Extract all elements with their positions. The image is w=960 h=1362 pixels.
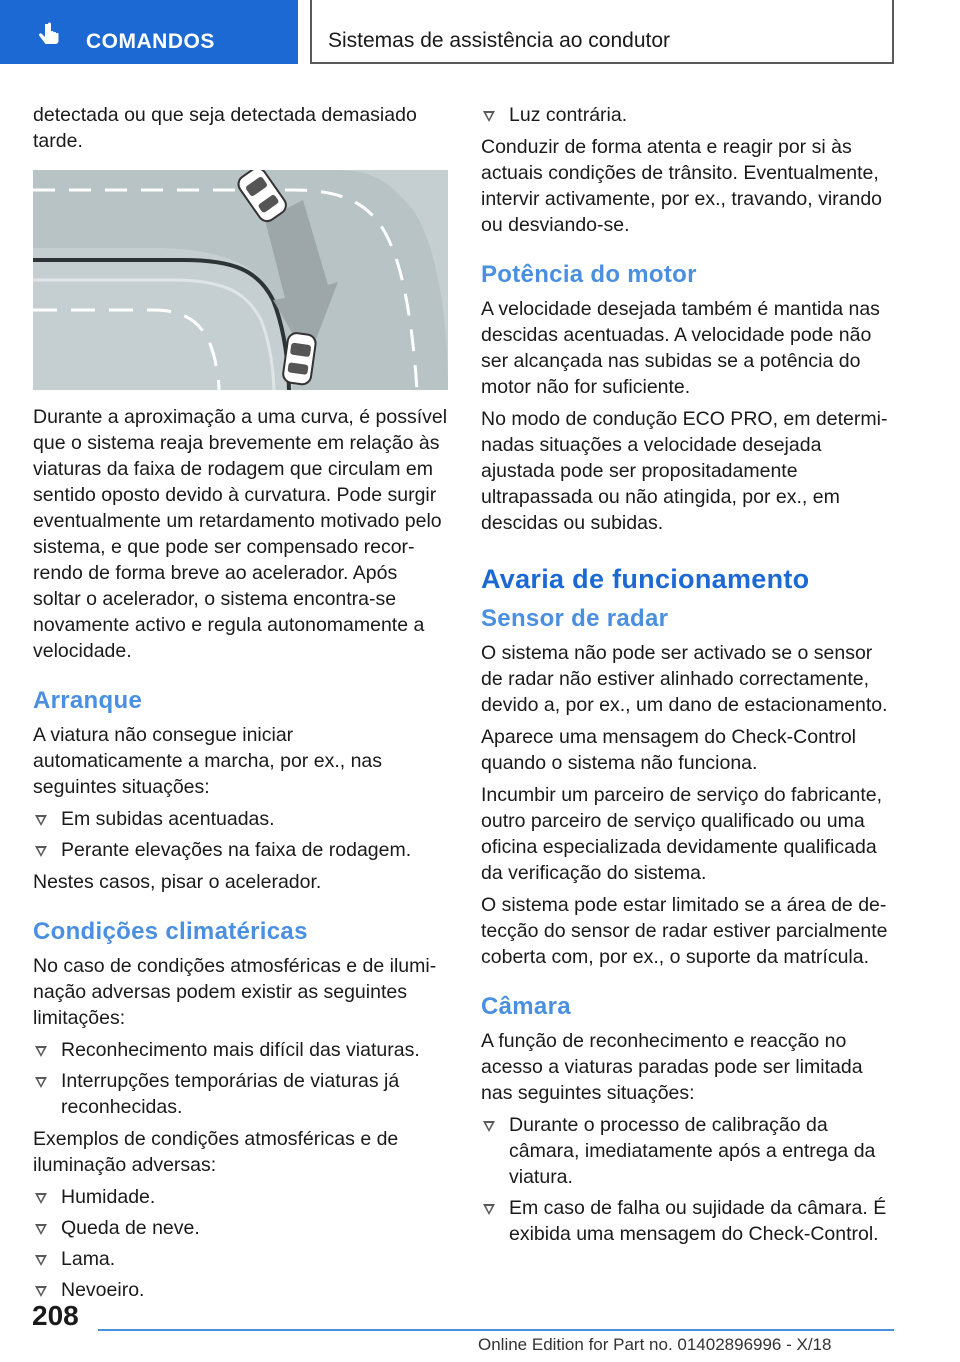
triangle-bullet-icon <box>35 1255 47 1266</box>
curve-paragraph: Durante a aproximação a uma curva, é possível que o sistema reaja brevemente em relação às viaturas da faixa de rodagem que circulam em sentido oposto devido à curvatura. Pode surgir eventualmente um retardamento motivado pelo sistema, e que pode ser compensado recorrendo de forma breve ao acelerador. Após soltar o acelerador, o sistema encontra-se novamente activo e regula autonomamente a velocidade. <box>33 406 448 662</box>
potencia-heading: Potência do motor <box>481 261 697 288</box>
triangle-bullet-icon <box>35 1077 47 1088</box>
camara-paragraph: A função de reconhecimento e reacção no acesso a viaturas paradas pode ser limitada nas seguintes situações: <box>481 1030 863 1104</box>
radar-heading: Sensor de radar <box>481 605 669 632</box>
list-item: Lama. <box>33 1246 448 1272</box>
list-item: Reconhecimento mais difícil das viaturas. <box>33 1037 448 1063</box>
examples-list <box>33 1184 448 1303</box>
radar-paragraph-2: Aparece uma mensagem do Check-Control quando o sistema não funciona. <box>481 726 857 774</box>
radar-paragraph-4: O sistema pode estar limitado se a área de detecção do sensor de radar estiver parcialmente coberta com, por ex., o suporte da matrícula. <box>481 894 888 968</box>
triangle-bullet-icon <box>35 815 47 826</box>
triangle-bullet-icon <box>35 1286 47 1297</box>
list-item: Em subidas acentuadas. <box>33 806 448 832</box>
list-item: Em caso de falha ou sujidade da câmara. É exibida uma mensagem do Check-Control. <box>481 1195 897 1247</box>
section-title: Sistemas de assistência ao condutor <box>328 29 671 52</box>
triangle-bullet-icon <box>35 1224 47 1235</box>
radar-paragraph-3: Incumbir um parceiro de serviço do fabricante, outro parceiro de serviço qualificado ou uma oficina especializada devidamente qualificada da verificação do sistema. <box>481 784 883 884</box>
intro-paragraph: detectada ou que seja detectada demasiado tarde. <box>33 104 417 152</box>
list-item: Durante o processo de calibração da câmara, imediatamente após a entrega da viatura. <box>481 1112 897 1190</box>
chapter-tab-label: COMANDOS <box>86 30 215 53</box>
list-item: Perante elevações na faixa de rodagem. <box>33 837 448 863</box>
list-item: Humidade. <box>33 1184 448 1210</box>
camara-list <box>481 1112 897 1247</box>
condicoes-heading: Condições climatéricas <box>33 918 308 945</box>
camara-heading: Câmara <box>481 993 571 1020</box>
triangle-bullet-icon <box>35 1193 47 1204</box>
page-number: 208 <box>32 1300 79 1331</box>
left-column <box>33 102 448 1309</box>
section-header <box>310 0 894 64</box>
arranque-paragraph: A viatura não consegue iniciar automaticamente a marcha, por ex., nas seguintes situações: <box>33 724 383 798</box>
adaptive-cruise-curve-illustration <box>33 170 448 390</box>
triangle-bullet-icon <box>35 846 47 857</box>
top-paragraph: Conduzir de forma atenta e reagir por si às actuais condições de trânsito. Eventualmente, intervir activamente, por ex., travando, virando ou desviando-se. <box>481 136 883 236</box>
triangle-bullet-icon <box>35 1046 47 1057</box>
chapter-tab[interactable] <box>0 0 298 64</box>
list-item: Luz contrária. <box>481 102 897 128</box>
hand-pointer-icon <box>34 21 64 51</box>
avaria-heading: Avaria de funcionamento <box>481 564 810 594</box>
arranque-after: Nestes casos, pisar o acelerador. <box>33 871 322 893</box>
potencia-paragraph-2: No modo de condução ECO PRO, em determinadas situações a velocidade desejada ajustada pode ser propositadamente ultrapassada ou não atingida, por ex., em descidas ou subidas. <box>481 408 888 534</box>
edition-footer[interactable]: Online Edition for Part no. 01402896996 - X/18 <box>478 1335 832 1354</box>
triangle-bullet-icon <box>483 1121 495 1132</box>
arranque-heading: Arranque <box>33 687 143 714</box>
condicoes-paragraph: No caso de condições atmosféricas e de iluminação adversas podem existir as seguintes limitações: <box>33 955 437 1029</box>
right-column <box>481 102 897 1253</box>
radar-paragraph-1: O sistema não pode ser activado se o sensor de radar não estiver alinhado correctamente, devido a, por ex., um dano de estacionamento. <box>481 642 888 716</box>
top-list <box>481 102 897 128</box>
potencia-paragraph-1: A velocidade desejada também é mantida nas descidas acentuadas. A velocidade pode não ser alcançada nas subidas se a potência do motor não for suficiente. <box>481 298 880 398</box>
condicoes-list <box>33 1037 448 1120</box>
examples-paragraph: Exemplos de condições atmosféricas e de iluminação adversas: <box>33 1128 399 1176</box>
list-item: Queda de neve. <box>33 1215 448 1241</box>
list-item: Nevoeiro. <box>33 1277 448 1303</box>
triangle-bullet-icon <box>483 1204 495 1215</box>
triangle-bullet-icon <box>483 111 495 122</box>
footer-divider <box>98 1329 894 1331</box>
arranque-list <box>33 806 448 863</box>
list-item: Interrupções temporárias de viaturas já reconhecidas. <box>33 1068 448 1120</box>
